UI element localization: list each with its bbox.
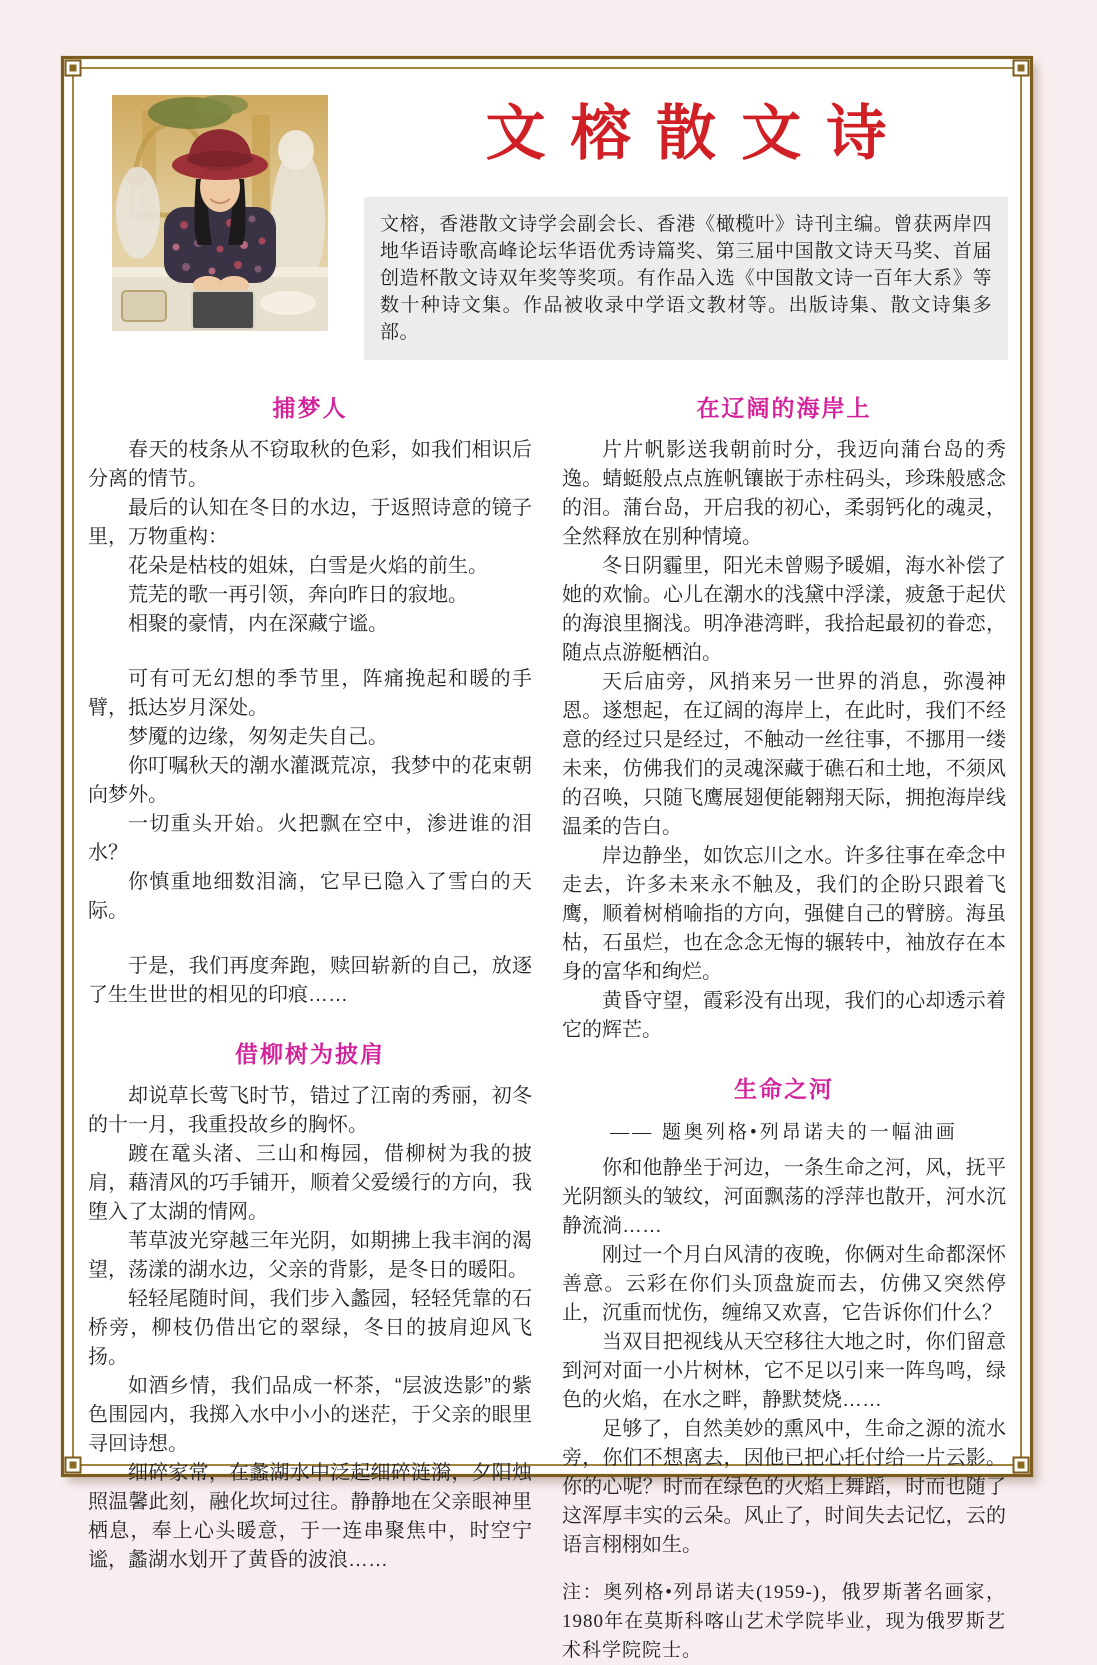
paragraph: 如酒乡情，我们品成一杯茶，“层波迭影”的紫色围园内，我掷入水中小小的迷茫，于父亲的眼里寻回诗想。 [88,1375,532,1455]
article-section [88,390,532,1010]
article-section [562,390,1006,1045]
paragraph: 黄昏守望，霞彩没有出现，我们的心却透示着它的辉芒。 [562,990,1006,1041]
paragraph: 花朵是枯枝的姐妹，白雪是火焰的前生。 [128,555,488,577]
author-bio: 文榕，香港散文诗学会副会长、香港《橄榄叶》诗刊主编。曾获两岸四地华语诗歌高峰论坛华语优秀诗篇奖、第三届中国散文诗天马奖、首届创造杯散文诗双年奖等奖项。有作品入选《中国散文诗一百年大系》等数十种诗文集。作品被收录中学语文教材等。出版诗集、散文诗集多部。 [364,197,1008,360]
paragraph: 却说草长莺飞时节，错过了江南的秀丽，初冬的十一月，我重投故乡的胸怀。 [88,1085,532,1136]
paragraph: 片片帆影送我朝前时分，我迈向蒲台岛的秀逸。蜻蜓般点点旌帆镶嵌于赤柱码头，珍珠般感念的泪。蒲台岛，开启我的初心，柔弱钙化的魂灵，全然释放在别种情境。 [562,439,1006,548]
paragraph: 细碎家常，在蠡湖水中泛起细碎涟漪，夕阳烛照温馨此刻，融化坎坷过往。静静地在父亲眼神里栖息，奉上心头暖意，于一连串聚焦中，时空宁谧，蠡湖水划开了黄昏的波浪…… [88,1462,532,1571]
paragraph: 春天的枝条从不窃取秋的色彩，如我们相识后分离的情节。 [88,439,532,490]
paragraph: 岸边静坐，如饮忘川之水。许多往事在牵念中走去，许多未来永不触及，我们的企盼只跟着飞鹰，顺着树梢喻指的方向，强健自己的臂膀。海虽枯，石虽烂，也在念念无悔的辗转中，袖放存在本身的富华和绚烂。 [562,845,1006,983]
paragraph: 于是，我们再度奔跑，赎回崭新的自己，放逐了生生世世的相见的印痕…… [88,955,532,1006]
paragraph: 可有可无幻想的季节里，阵痛挽起和暖的手臂，抵达岁月深处。 [88,668,532,719]
section-subtitle: —— 题奥列格•列昂诺夫的一幅油画 [610,1122,958,1143]
paragraph: 当双目把视线从天空移往大地之时，你们留意到河对面一小片树林，它不足以引来一阵鸟鸣，绿色的火焰，在水之畔，静默焚烧…… [562,1331,1006,1411]
left-column [88,364,532,1665]
page-title: 文榕散文诗 [485,101,912,167]
paragraph: 冬日阴霾里，阳光未曾赐予暖媚，海水补偿了她的欢愉。心儿在潮水的浅黛中浮漾，疲惫于起伏的海浪里搁浅。明净港湾畔，我拾起最初的眷恋，随点点游艇栖泊。 [562,555,1006,664]
paragraph: 轻轻尾随时间，我们步入蠡园，轻轻凭靠的石桥旁，柳枝仍借出它的翠绿，冬日的披肩迎风飞扬。 [88,1288,532,1368]
paragraph: 荒芜的歌一再引领，奔向昨日的寂地。 [128,584,468,606]
article-columns [86,364,1008,1665]
page-content [62,57,1032,1661]
paragraph: 足够了，自然美妙的熏风中，生命之源的流水旁，你们不想离去，因他已把心托付给一片云影。你的心呢？时而在绿色的火焰上舞蹈，时而也随了这浑厚丰实的云朵。风止了，时间失去记忆，云的语言栩栩如生。 [562,1418,1006,1556]
paragraph: 你和他静坐于河边，一条生命之河，风，抚平光阴额头的皱纹，河面飘荡的浮萍也散开，河水沉静流淌…… [562,1157,1006,1237]
paragraph: 相聚的豪情，内在深藏宁谧。 [128,613,388,635]
paragraph: 天后庙旁，风捎来另一世界的消息，弥漫神恩。遂想起，在辽阔的海岸上，在此时，我们不经意的经过只是经过，不触动一丝往事，不挪用一缕未来，仿佛我们的灵魂深藏于礁石和土地，不须风的召唤，只随飞鹰展翅便能翱翔天际，拥抱海岸线温柔的告白。 [562,671,1006,838]
paragraph: 最后的认知在冬日的水边，于返照诗意的镜子里，万物重构： [88,497,532,548]
paragraph: 你叮嘱秋天的潮水灌溉荒凉，我梦中的花束朝向梦外。 [88,755,532,806]
paragraph: 梦魇的边缘，匆匆走失自己。 [128,726,388,748]
paragraph: 苇草波光穿越三年光阴，如期拂上我丰润的渴望，荡漾的湖水边，父亲的背影，是冬日的暖阳。 [88,1230,532,1281]
footnote: 注：奥列格•列昂诺夫(1959-)，俄罗斯著名画家，1980年在莫斯科喀山艺术学院毕业，现为俄罗斯艺术科学院院士。 [562,1582,1006,1661]
section-heading: 借柳树为披肩 [235,1041,385,1067]
header-right [364,95,1008,360]
right-column [562,364,1006,1665]
article-section [562,1071,1006,1665]
paragraph: 你慎重地细数泪滴，它早已隐入了雪白的天际。 [88,871,532,922]
paragraph: 一切重头开始。火把飘在空中，渗进谁的泪水？ [88,813,532,864]
paragraph: 刚过一个月白风清的夜晚，你俩对生命都深怀善意。云彩在你们头顶盘旋而去，仿佛又突然停止，沉重而忧伤，缠绵又欢喜，它告诉你们什么？ [562,1244,1006,1324]
author-photo [112,95,328,331]
section-heading: 生命之河 [734,1076,834,1102]
section-heading: 在辽阔的海岸上 [696,395,872,421]
section-heading: 捕梦人 [272,395,348,421]
paragraph: 踱在鼋头渚、三山和梅园，借柳树为我的披肩，藉清风的巧手铺开，顺着父爱缓行的方向，我堕入了太湖的情网。 [88,1143,532,1223]
article-section [88,1036,532,1575]
page-header [86,95,1008,360]
